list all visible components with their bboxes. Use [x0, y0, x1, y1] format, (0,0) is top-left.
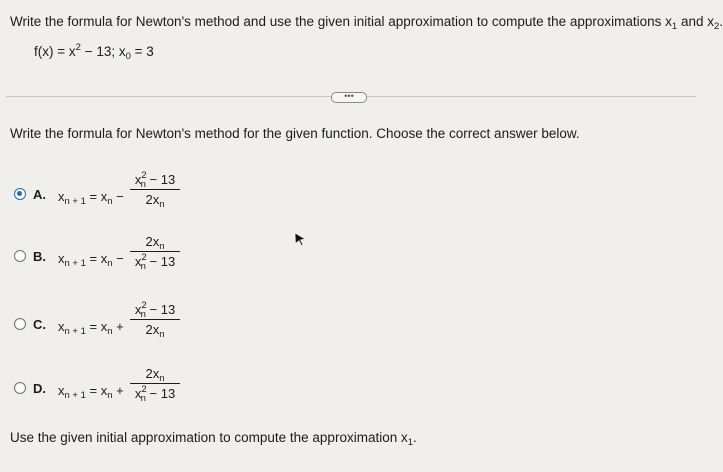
num-sub: n [159, 373, 165, 384]
denominator [130, 252, 180, 272]
bottom-text-main: Use the given initial approximation to compute the approximation x [10, 430, 408, 445]
radio-option-c[interactable] [14, 318, 26, 330]
lhs-sub: n + 1 [64, 326, 86, 337]
den-2x: 2x [145, 192, 160, 207]
option-d[interactable] [14, 362, 254, 418]
radio-option-a[interactable] [14, 188, 26, 200]
rhs-sub: n [107, 326, 113, 337]
lhs-x: x [58, 383, 65, 398]
lhs-eq: = x [85, 383, 108, 398]
option-a-letter: A. [33, 187, 46, 202]
operator: + [112, 319, 124, 334]
question-end: . [719, 14, 723, 29]
den-sub: n [140, 261, 146, 272]
denominator [130, 322, 180, 340]
function-lhs: f(x) = x [34, 44, 76, 59]
lhs-x: x [58, 189, 65, 204]
option-a-fraction [130, 170, 180, 210]
option-d-lhs [58, 383, 124, 401]
lhs-eq: = x [85, 189, 108, 204]
operator: − [112, 251, 124, 266]
function-rest: − 13; x [80, 44, 126, 59]
num-rest: − 13 [145, 302, 176, 317]
lhs-eq: = x [85, 319, 108, 334]
rhs-sub: n [107, 390, 113, 401]
radio-option-d[interactable] [14, 382, 26, 394]
option-c[interactable] [14, 298, 254, 354]
numerator [130, 300, 180, 320]
den-sub: n [140, 393, 146, 404]
question-text [10, 14, 723, 32]
option-a-lhs [58, 189, 124, 207]
radio-option-b[interactable] [14, 250, 26, 262]
option-b-fraction [130, 234, 180, 272]
num-sub: n [159, 241, 165, 252]
den-2x: 2x [145, 322, 160, 337]
x0-value: = 3 [130, 44, 154, 59]
num-x: x [134, 302, 142, 317]
option-c-letter: C. [33, 317, 46, 332]
numerator [130, 234, 180, 252]
lhs-sub: n + 1 [64, 390, 86, 401]
den-x: x [134, 386, 142, 401]
option-d-fraction [130, 366, 180, 404]
fraction-bar [130, 383, 180, 384]
fraction-bar [130, 251, 180, 252]
den-sup: 2 [141, 252, 147, 263]
den-sub: n [159, 199, 165, 210]
denominator [130, 384, 180, 404]
question-text-main: Write the formula for Newton's method and use the given initial approximation to compute the approximations x [10, 14, 672, 29]
lhs-sub: n + 1 [64, 258, 86, 269]
den-x: x [134, 254, 142, 269]
numerator [130, 170, 180, 190]
rhs-sub: n [107, 196, 113, 207]
x0-subscript: 0 [125, 51, 131, 62]
option-d-letter: D. [33, 381, 46, 396]
x1-subscript: 1 [671, 21, 678, 32]
x2-subscript: 2 [714, 21, 720, 32]
instruction-text: Write the formula for Newton's method for the given function. Choose the correct answer below. [10, 126, 580, 141]
num-sup: 2 [141, 170, 147, 181]
operator: + [112, 383, 124, 398]
num-sup: 2 [141, 300, 147, 311]
bottom-end: . [413, 430, 417, 445]
num-x: x [134, 172, 142, 187]
den-rest: − 13 [145, 254, 176, 269]
numerator [130, 366, 180, 384]
question-and: and x [677, 14, 714, 29]
fraction-bar [130, 189, 180, 190]
num-sub: n [140, 179, 146, 190]
option-c-lhs [58, 319, 124, 337]
operator: − [112, 189, 124, 204]
lhs-x: x [58, 319, 65, 334]
lhs-sub: n + 1 [64, 196, 86, 207]
num-sub: n [140, 309, 146, 320]
option-b[interactable] [14, 230, 254, 286]
mouse-pointer-icon [293, 232, 307, 246]
option-c-fraction [130, 300, 180, 340]
lhs-eq: = x [85, 251, 108, 266]
option-b-lhs [58, 251, 124, 269]
lhs-x: x [58, 251, 65, 266]
num-rest: − 13 [145, 172, 176, 187]
function-definition [34, 42, 154, 62]
num-2x: 2x [145, 234, 160, 249]
den-sub: n [159, 329, 165, 340]
den-sup: 2 [141, 384, 147, 395]
option-a[interactable] [14, 168, 254, 224]
denominator [130, 192, 180, 210]
den-rest: − 13 [145, 386, 176, 401]
option-b-letter: B. [33, 249, 46, 264]
num-2x: 2x [145, 366, 160, 381]
more-button[interactable]: ••• [331, 92, 367, 103]
rhs-sub: n [107, 258, 113, 269]
fraction-bar [130, 319, 180, 320]
function-exponent: 2 [75, 42, 81, 53]
bottom-question-text [10, 430, 417, 448]
bottom-x1-subscript: 1 [407, 437, 414, 448]
